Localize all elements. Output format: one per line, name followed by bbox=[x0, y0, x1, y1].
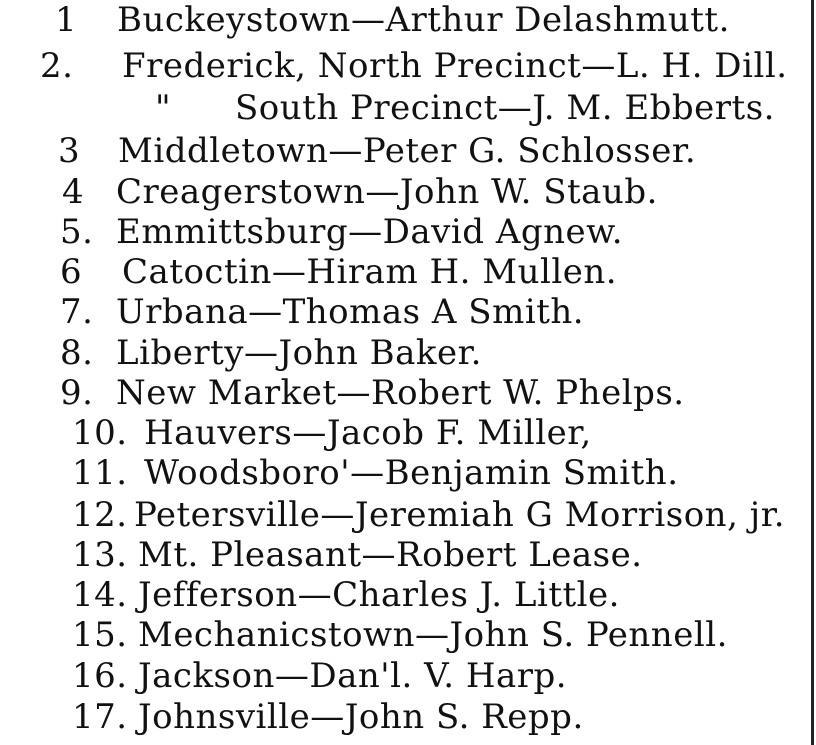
entry-number: 10. bbox=[72, 413, 128, 453]
list-item bbox=[60, 292, 816, 332]
entry-number: 17. bbox=[72, 697, 128, 737]
entry-number: 1 bbox=[55, 0, 78, 40]
list-item bbox=[62, 172, 816, 212]
entry-number: " bbox=[155, 88, 172, 128]
entry-text: Liberty—John Baker. bbox=[116, 333, 482, 373]
list-item bbox=[40, 46, 816, 86]
list-item bbox=[72, 453, 816, 493]
list-item bbox=[60, 333, 816, 373]
entry-text: Middletown—Peter G. Schlosser. bbox=[118, 131, 697, 171]
entry-number: 5. bbox=[60, 212, 94, 252]
entry-text: Emmittsburg—David Agnew. bbox=[116, 212, 624, 252]
list-item bbox=[72, 697, 816, 737]
list-item bbox=[58, 131, 816, 171]
entry-number: 3 bbox=[58, 131, 81, 171]
list-item bbox=[60, 373, 816, 413]
entry-text: New Market—Robert W. Phelps. bbox=[116, 373, 685, 413]
entry-text: Hauvers—Jacob F. Miller, bbox=[144, 413, 592, 453]
list-item bbox=[72, 413, 816, 453]
entry-number: 16. bbox=[72, 656, 128, 696]
entry-text: Johnsville—John S. Repp. bbox=[138, 697, 584, 737]
list-item bbox=[72, 495, 816, 535]
entry-text: Urbana—Thomas A Smith. bbox=[116, 292, 585, 332]
list-item bbox=[72, 615, 816, 655]
entry-number: 6 bbox=[60, 252, 83, 292]
entry-text: Catoctin—Hiram H. Mullen. bbox=[122, 252, 618, 292]
entry-text: South Precinct—J. M. Ebberts. bbox=[235, 88, 775, 128]
list-item bbox=[72, 656, 816, 696]
entry-number: 7. bbox=[60, 292, 94, 332]
entry-number: 15. bbox=[72, 615, 128, 655]
entry-number: 4 bbox=[62, 172, 85, 212]
entry-number: 12. bbox=[72, 495, 128, 535]
list-item bbox=[155, 88, 816, 128]
list-item bbox=[60, 252, 816, 292]
entry-text: Buckeystown—Arthur Delashmutt. bbox=[117, 0, 730, 40]
entry-text: Mt. Pleasant—Robert Lease. bbox=[138, 535, 643, 575]
entry-text: Jackson—Dan'l. V. Harp. bbox=[138, 656, 568, 696]
entry-number: 14. bbox=[72, 575, 128, 615]
entry-text: Frederick, North Precinct—L. H. Dill. bbox=[122, 46, 788, 86]
entry-number: 13. bbox=[72, 535, 128, 575]
entry-text: Creagerstown—John W. Staub. bbox=[116, 172, 658, 212]
entry-text: Woodsboro'—Benjamin Smith. bbox=[144, 453, 679, 493]
entry-text: Jefferson—Charles J. Little. bbox=[138, 575, 620, 615]
list-item bbox=[60, 212, 816, 252]
entry-number: 11. bbox=[72, 453, 128, 493]
entry-number: 2. bbox=[40, 46, 74, 86]
entry-text: Petersville—Jeremiah G Morrison, jr. bbox=[134, 495, 786, 535]
list-item bbox=[72, 575, 816, 615]
entry-number: 9. bbox=[60, 373, 94, 413]
entry-text: Mechanicstown—John S. Pennell. bbox=[138, 615, 728, 655]
list-item bbox=[72, 535, 816, 575]
list-item bbox=[55, 0, 816, 40]
entry-number: 8. bbox=[60, 333, 94, 373]
